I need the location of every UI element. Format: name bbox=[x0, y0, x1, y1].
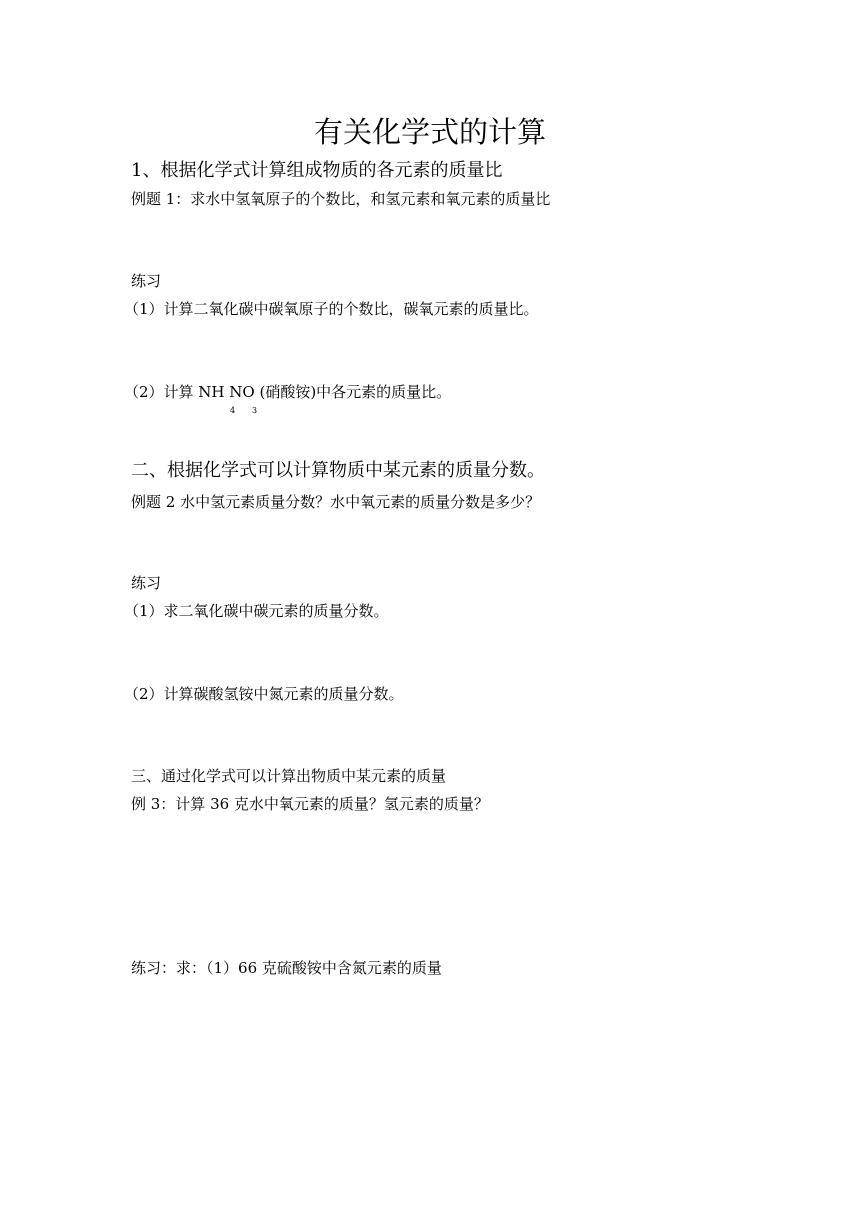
section1-question-1: （1）计算二氧化碳中碳氧原子的个数比，碳氧元素的质量比。 bbox=[124, 300, 539, 318]
section2-heading: 二、根据化学式可以计算物质中某元素的质量分数。 bbox=[131, 460, 545, 481]
section1-heading: 1、根据化学式计算组成物质的各元素的质量比 bbox=[131, 160, 503, 181]
subscript-3: 3 bbox=[252, 406, 258, 415]
section3-practice: 练习：求：（1）66 克硫酸铵中含氮元素的质量 bbox=[131, 959, 442, 977]
page-title: 有关化学式的计算 bbox=[313, 115, 546, 149]
section2-question-1: （1）求二氧化碳中碳元素的质量分数。 bbox=[124, 602, 389, 620]
section2-example: 例题 2 水中氢元素质量分数？水中氧元素的质量分数是多少？ bbox=[131, 493, 541, 511]
subscript-4: 4 bbox=[230, 406, 236, 415]
section3-heading: 三、通过化学式可以计算出物质中某元素的质量 bbox=[131, 767, 447, 785]
section2-question-2: （2）计算碳酸氢铵中氮元素的质量分数。 bbox=[124, 685, 404, 703]
section3-example: 例 3：计算 36 克水中氧元素的质量？氢元素的质量？ bbox=[131, 795, 489, 813]
section2-practice-label: 练习 bbox=[131, 574, 162, 592]
section1-practice-label: 练习 bbox=[131, 272, 162, 290]
section1-question-2: （2）计算 NH NO (硝酸铵)中各元素的质量比。 bbox=[124, 383, 452, 401]
section1-example: 例题 1：求水中氢氧原子的个数比，和氢元素和氧元素的质量比 bbox=[131, 190, 551, 208]
